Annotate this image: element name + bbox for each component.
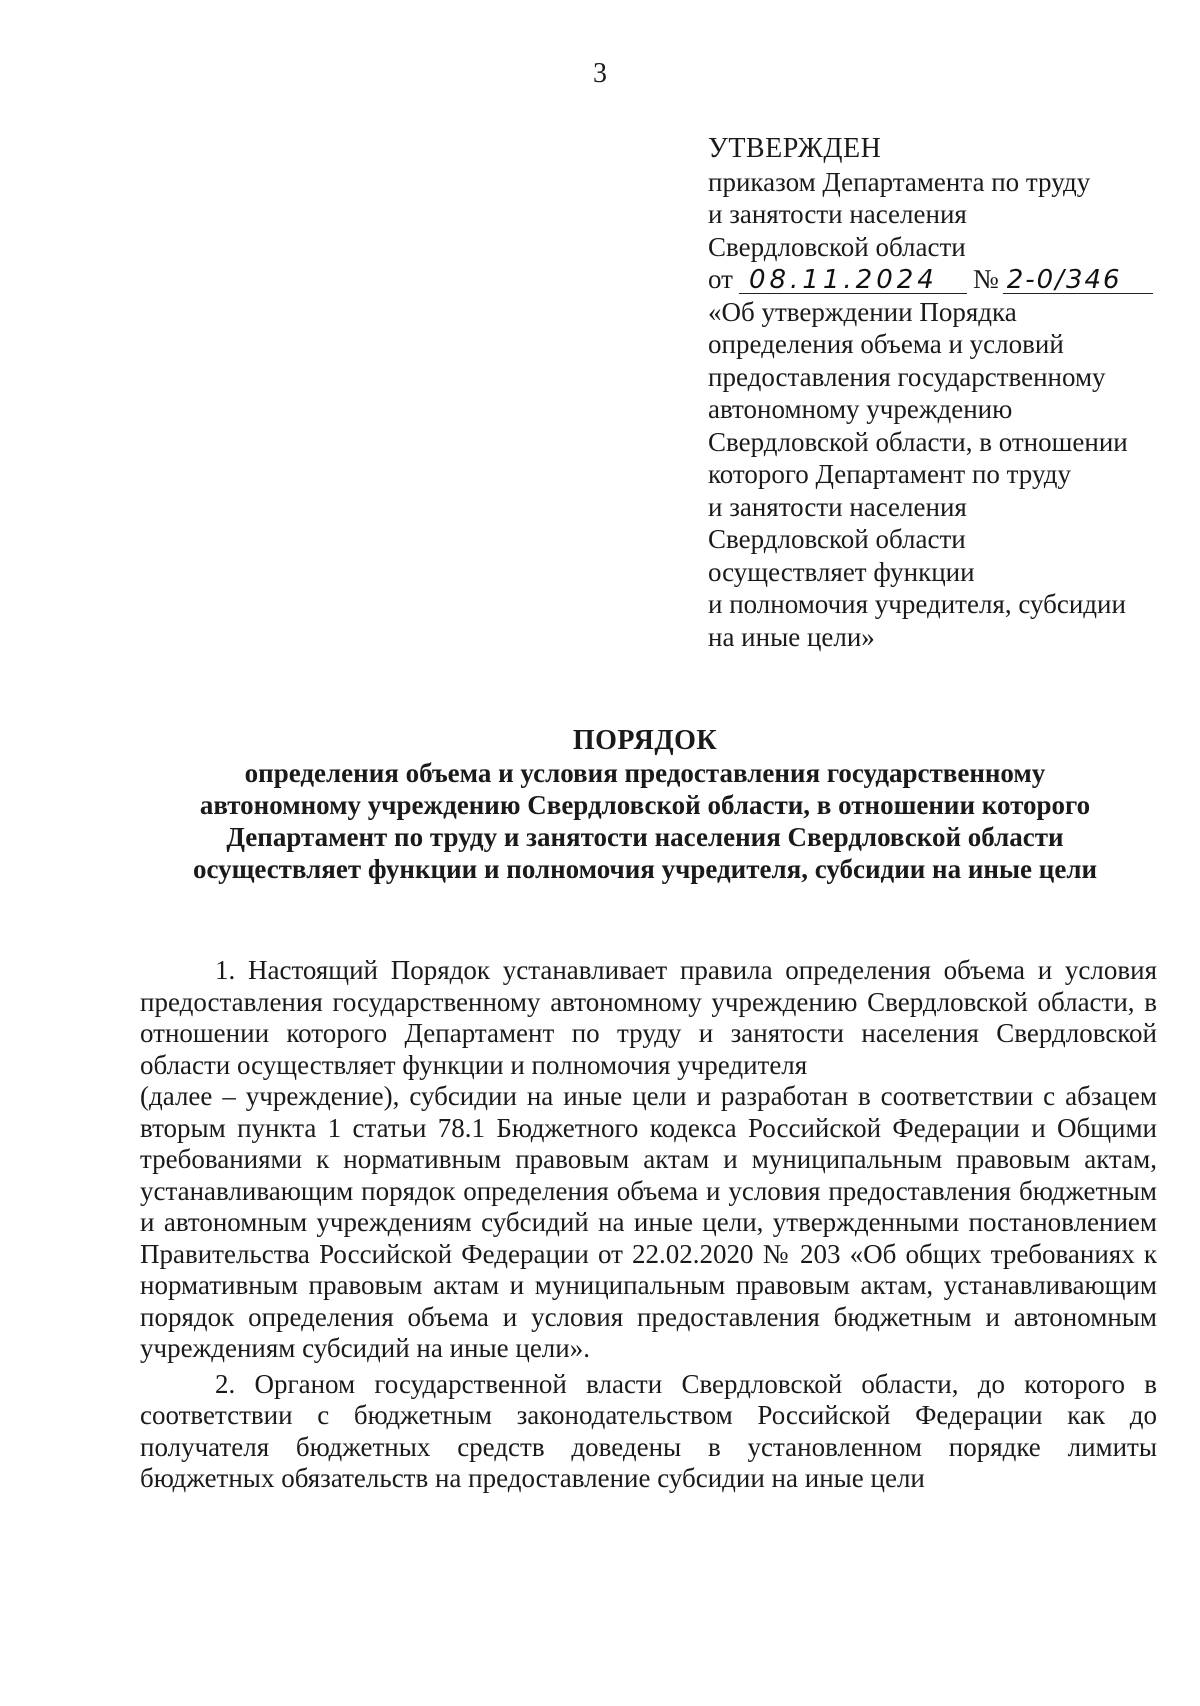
paragraph-1-start: 1. Настоящий Порядок устанавливает правила определения объема и условия предоставления государственному автономному учреждению Свердловской области, в отношении которого Департамент по труду и занятости населения Свердловской области осуществляет функции и полномочия учредителя <box>140 955 1157 1080</box>
number-sign: № <box>972 264 999 294</box>
title-line: определения объема и условия предоставления государственному <box>244 758 1046 788</box>
subject-line: Свердловской области, в отношении <box>708 426 1128 457</box>
subject-line: определения объема и условий <box>708 329 1064 359</box>
subject-line: и полномочия учредителя, субсидии <box>708 589 1126 619</box>
document-heading: ПОРЯДОК <box>572 725 718 756</box>
approval-line: Свердловской области <box>708 231 966 262</box>
subject-line: осуществляет функции <box>708 556 975 587</box>
title-line: осуществляет функции и полномочия учредителя, субсидии на иные цели <box>192 854 1098 884</box>
date-prefix: от <box>708 264 733 294</box>
subject-line: «Об утверждении Порядка <box>708 296 1017 327</box>
subject-line: которого Департамент по труду <box>708 459 1071 489</box>
order-date-number-line <box>708 263 1178 296</box>
subject-line: предоставления государственному <box>708 361 1106 392</box>
subject-line: автономному учреждению <box>708 394 1013 424</box>
subject-line: Свердловской области <box>708 524 966 554</box>
handwritten-date: 08.11.2024 <box>739 267 967 294</box>
title-line: Департамент по труду и занятости населения Свердловской области <box>226 822 1064 852</box>
paragraph-2: 2. Органом государственной власти Свердловской области, до которого в соответствии с бюджетным законодательством Российской Федерации как до получателя бюджетных средств доведены в установленном порядке лимиты бюджетных обязательств на предоставление субсидии на иные цели <box>140 1368 1157 1493</box>
page-number: 3 <box>593 58 607 89</box>
title-line: автономному учреждению Свердловской области, в отношении которого <box>199 790 1091 820</box>
subject-line: на иные цели» <box>708 621 875 652</box>
approval-line: приказом Департамента по труду <box>708 166 1091 197</box>
document-title-block <box>120 725 1170 885</box>
paragraph-1-continuation: (далее – учреждение), субсидии на иные цели и разработан в соответствии с абзацем вторым пункта 1 статьи 78.1 Бюджетного кодекса Российской Федерации и Общими требованиями к нормативным правовым актам и муниципальным правовым актам, устанавливающим порядок определения объема и условия предоставления бюджетным и автономным учреждениям субсидий на иные цели, утвержденными постановлением Правительства Российской Федерации от 22.02.2020 № 203 «Об общих требованиях к нормативным правовым актам и муниципальным правовым актам, устанавливающим порядок определения объема и условия предоставления бюджетным и автономным учреждениям субсидий на иные цели». <box>140 1081 1157 1363</box>
approval-line: и занятости населения <box>708 199 967 229</box>
approval-stamp-block <box>708 133 1178 653</box>
handwritten-order-number: 2-0/346 <box>1003 267 1153 294</box>
approved-label: УТВЕРЖДЕН <box>708 133 882 164</box>
document-body <box>140 955 1157 1495</box>
subject-line: и занятости населения <box>708 491 967 522</box>
